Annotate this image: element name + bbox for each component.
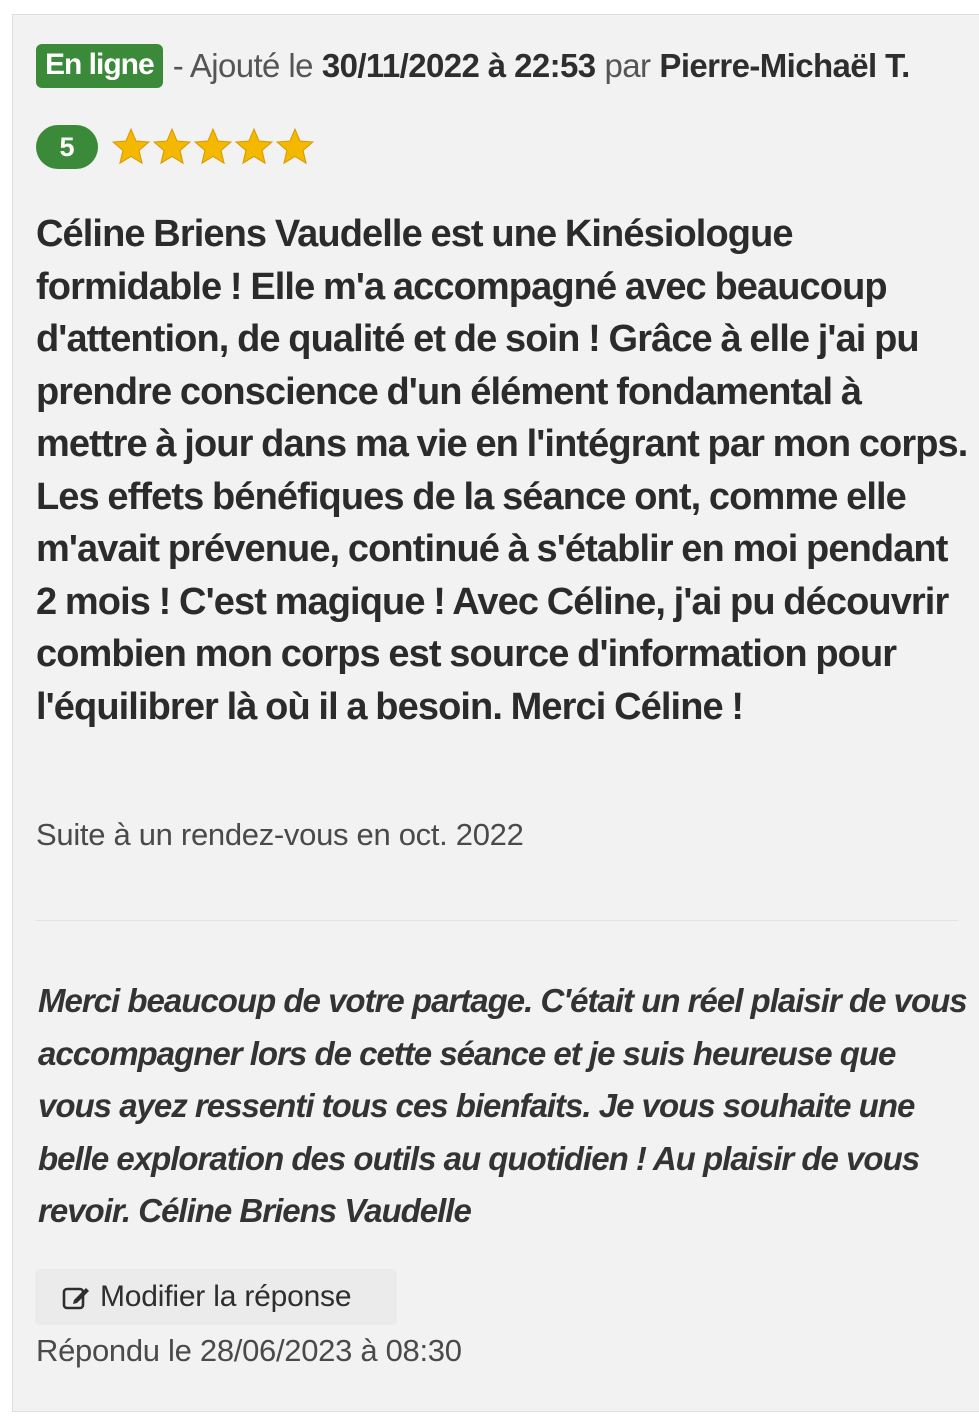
star-icon: [151, 126, 193, 168]
divider: [36, 920, 958, 921]
by-word: par: [604, 47, 651, 84]
visit-note: Suite à un rendez-vous en oct. 2022: [36, 817, 524, 852]
answered-date: Répondu le 28/06/2023 à 08:30: [36, 1333, 462, 1368]
star-icon: [274, 126, 316, 168]
reply-text: Merci beaucoup de votre partage. C'était un réel plaisir de vous accompagner lors de cette séance et je suis heureuse que vous ayez ressenti tous ces bienfaits. Je vous souhaite une belle exploration des outils au quotidien ! Au plaisir de vous revoir. Céline Briens Vaudelle: [38, 982, 967, 1229]
star-rating: [110, 126, 315, 168]
review-meta: [36, 42, 919, 90]
edit-icon: [61, 1282, 91, 1312]
rating-row: [36, 124, 315, 170]
star-icon: [233, 126, 275, 168]
rating-badge: 5: [36, 125, 98, 169]
added-prefix: - Ajouté le: [172, 47, 313, 84]
review-card: [12, 14, 979, 1412]
star-icon: [192, 126, 234, 168]
status-badge: En ligne: [36, 44, 163, 88]
edit-reply-label: Modifier la réponse: [100, 1280, 352, 1313]
star-icon: [110, 126, 152, 168]
review-text: Céline Briens Vaudelle est une Kinésiologue formidable ! Elle m'a accompagné avec beaucoup d'attention, de qualité et de soin ! Grâce à elle j'ai pu prendre conscience d'un élément fondamental à mettre à jour dans ma vie en l'intégrant par mon corps. Les effets bénéfiques de la séance ont, comme elle m'avait prévenue, continué à s'établir en moi pendant 2 mois ! C'est magique ! Avec Céline, j'ai pu découvrir combien mon corps est source d'information pour l'équilibrer là où il a besoin. Merci Céline !: [36, 213, 968, 728]
review-author: Pierre-Michaël T.: [659, 47, 910, 84]
review-date: 30/11/2022 à 22:53: [321, 47, 596, 84]
edit-reply-button[interactable]: [35, 1269, 397, 1325]
